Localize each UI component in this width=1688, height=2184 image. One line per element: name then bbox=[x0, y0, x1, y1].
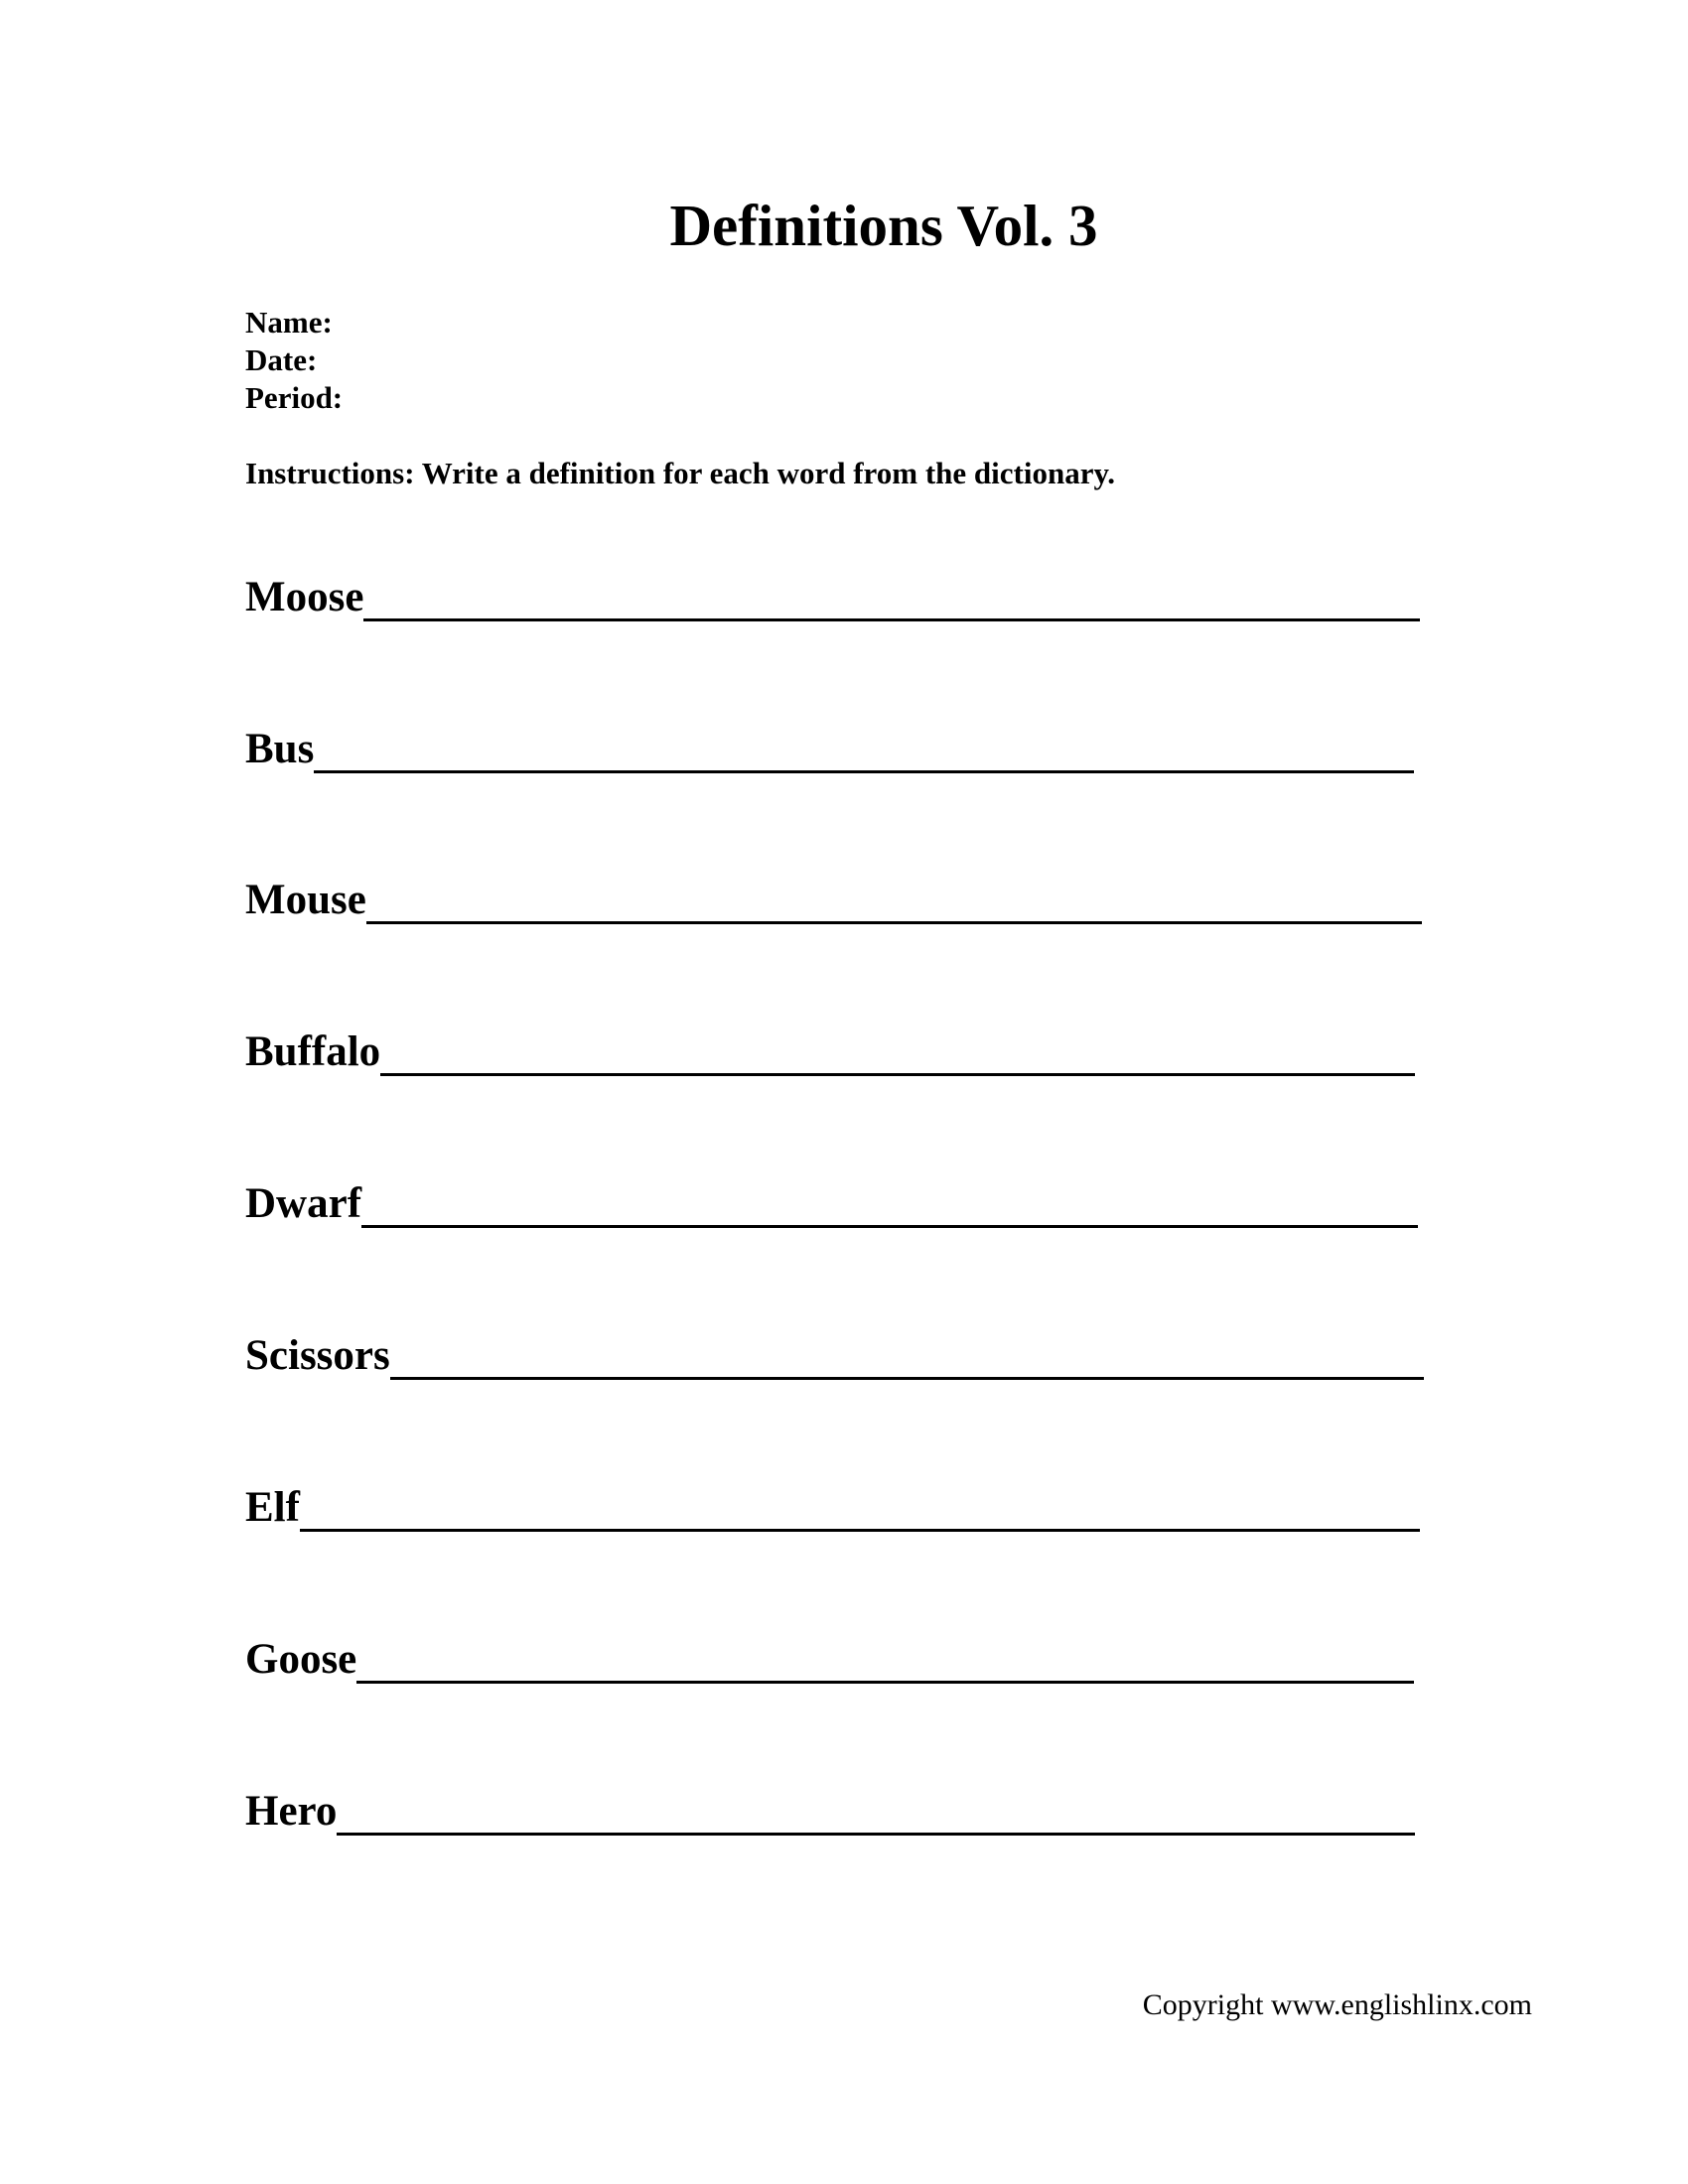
word-label: Bus bbox=[245, 726, 315, 772]
definition-row bbox=[245, 569, 1420, 618]
word-label: Buffalo bbox=[245, 1028, 381, 1075]
answer-line[interactable] bbox=[380, 1073, 1415, 1076]
copyright-notice: Copyright www.englishlinx.com bbox=[1142, 1988, 1532, 2021]
definition-row bbox=[245, 1327, 1424, 1377]
answer-line[interactable] bbox=[356, 1681, 1414, 1684]
name-label: Name: bbox=[245, 305, 333, 340]
answer-line[interactable] bbox=[337, 1833, 1415, 1836]
definition-row bbox=[245, 1024, 1415, 1073]
worksheet-title: Definitions Vol. 3 bbox=[669, 193, 1098, 258]
answer-line[interactable] bbox=[390, 1377, 1424, 1380]
definition-row bbox=[245, 1175, 1418, 1225]
date-label: Date: bbox=[245, 342, 318, 377]
answer-line[interactable] bbox=[361, 1225, 1418, 1228]
period-label: Period: bbox=[245, 380, 344, 415]
word-label: Goose bbox=[245, 1636, 357, 1683]
answer-line[interactable] bbox=[314, 770, 1414, 773]
word-label: Moose bbox=[245, 574, 364, 620]
word-label: Mouse bbox=[245, 877, 366, 923]
word-label: Dwarf bbox=[245, 1180, 362, 1227]
answer-line[interactable] bbox=[363, 618, 1420, 621]
word-label: Scissors bbox=[245, 1332, 390, 1379]
answer-line[interactable] bbox=[366, 921, 1422, 924]
word-label: Elf bbox=[245, 1484, 300, 1531]
instructions: Instructions: Write a definition for each word from the dictionary. bbox=[245, 456, 1115, 490]
definition-row bbox=[245, 1479, 1420, 1529]
definition-row bbox=[245, 1783, 1415, 1833]
word-label: Hero bbox=[245, 1788, 338, 1835]
definition-row bbox=[245, 721, 1414, 770]
definition-row bbox=[245, 1631, 1414, 1681]
student-info-fields bbox=[245, 304, 343, 417]
definition-row bbox=[245, 872, 1422, 921]
answer-line[interactable] bbox=[300, 1529, 1420, 1532]
